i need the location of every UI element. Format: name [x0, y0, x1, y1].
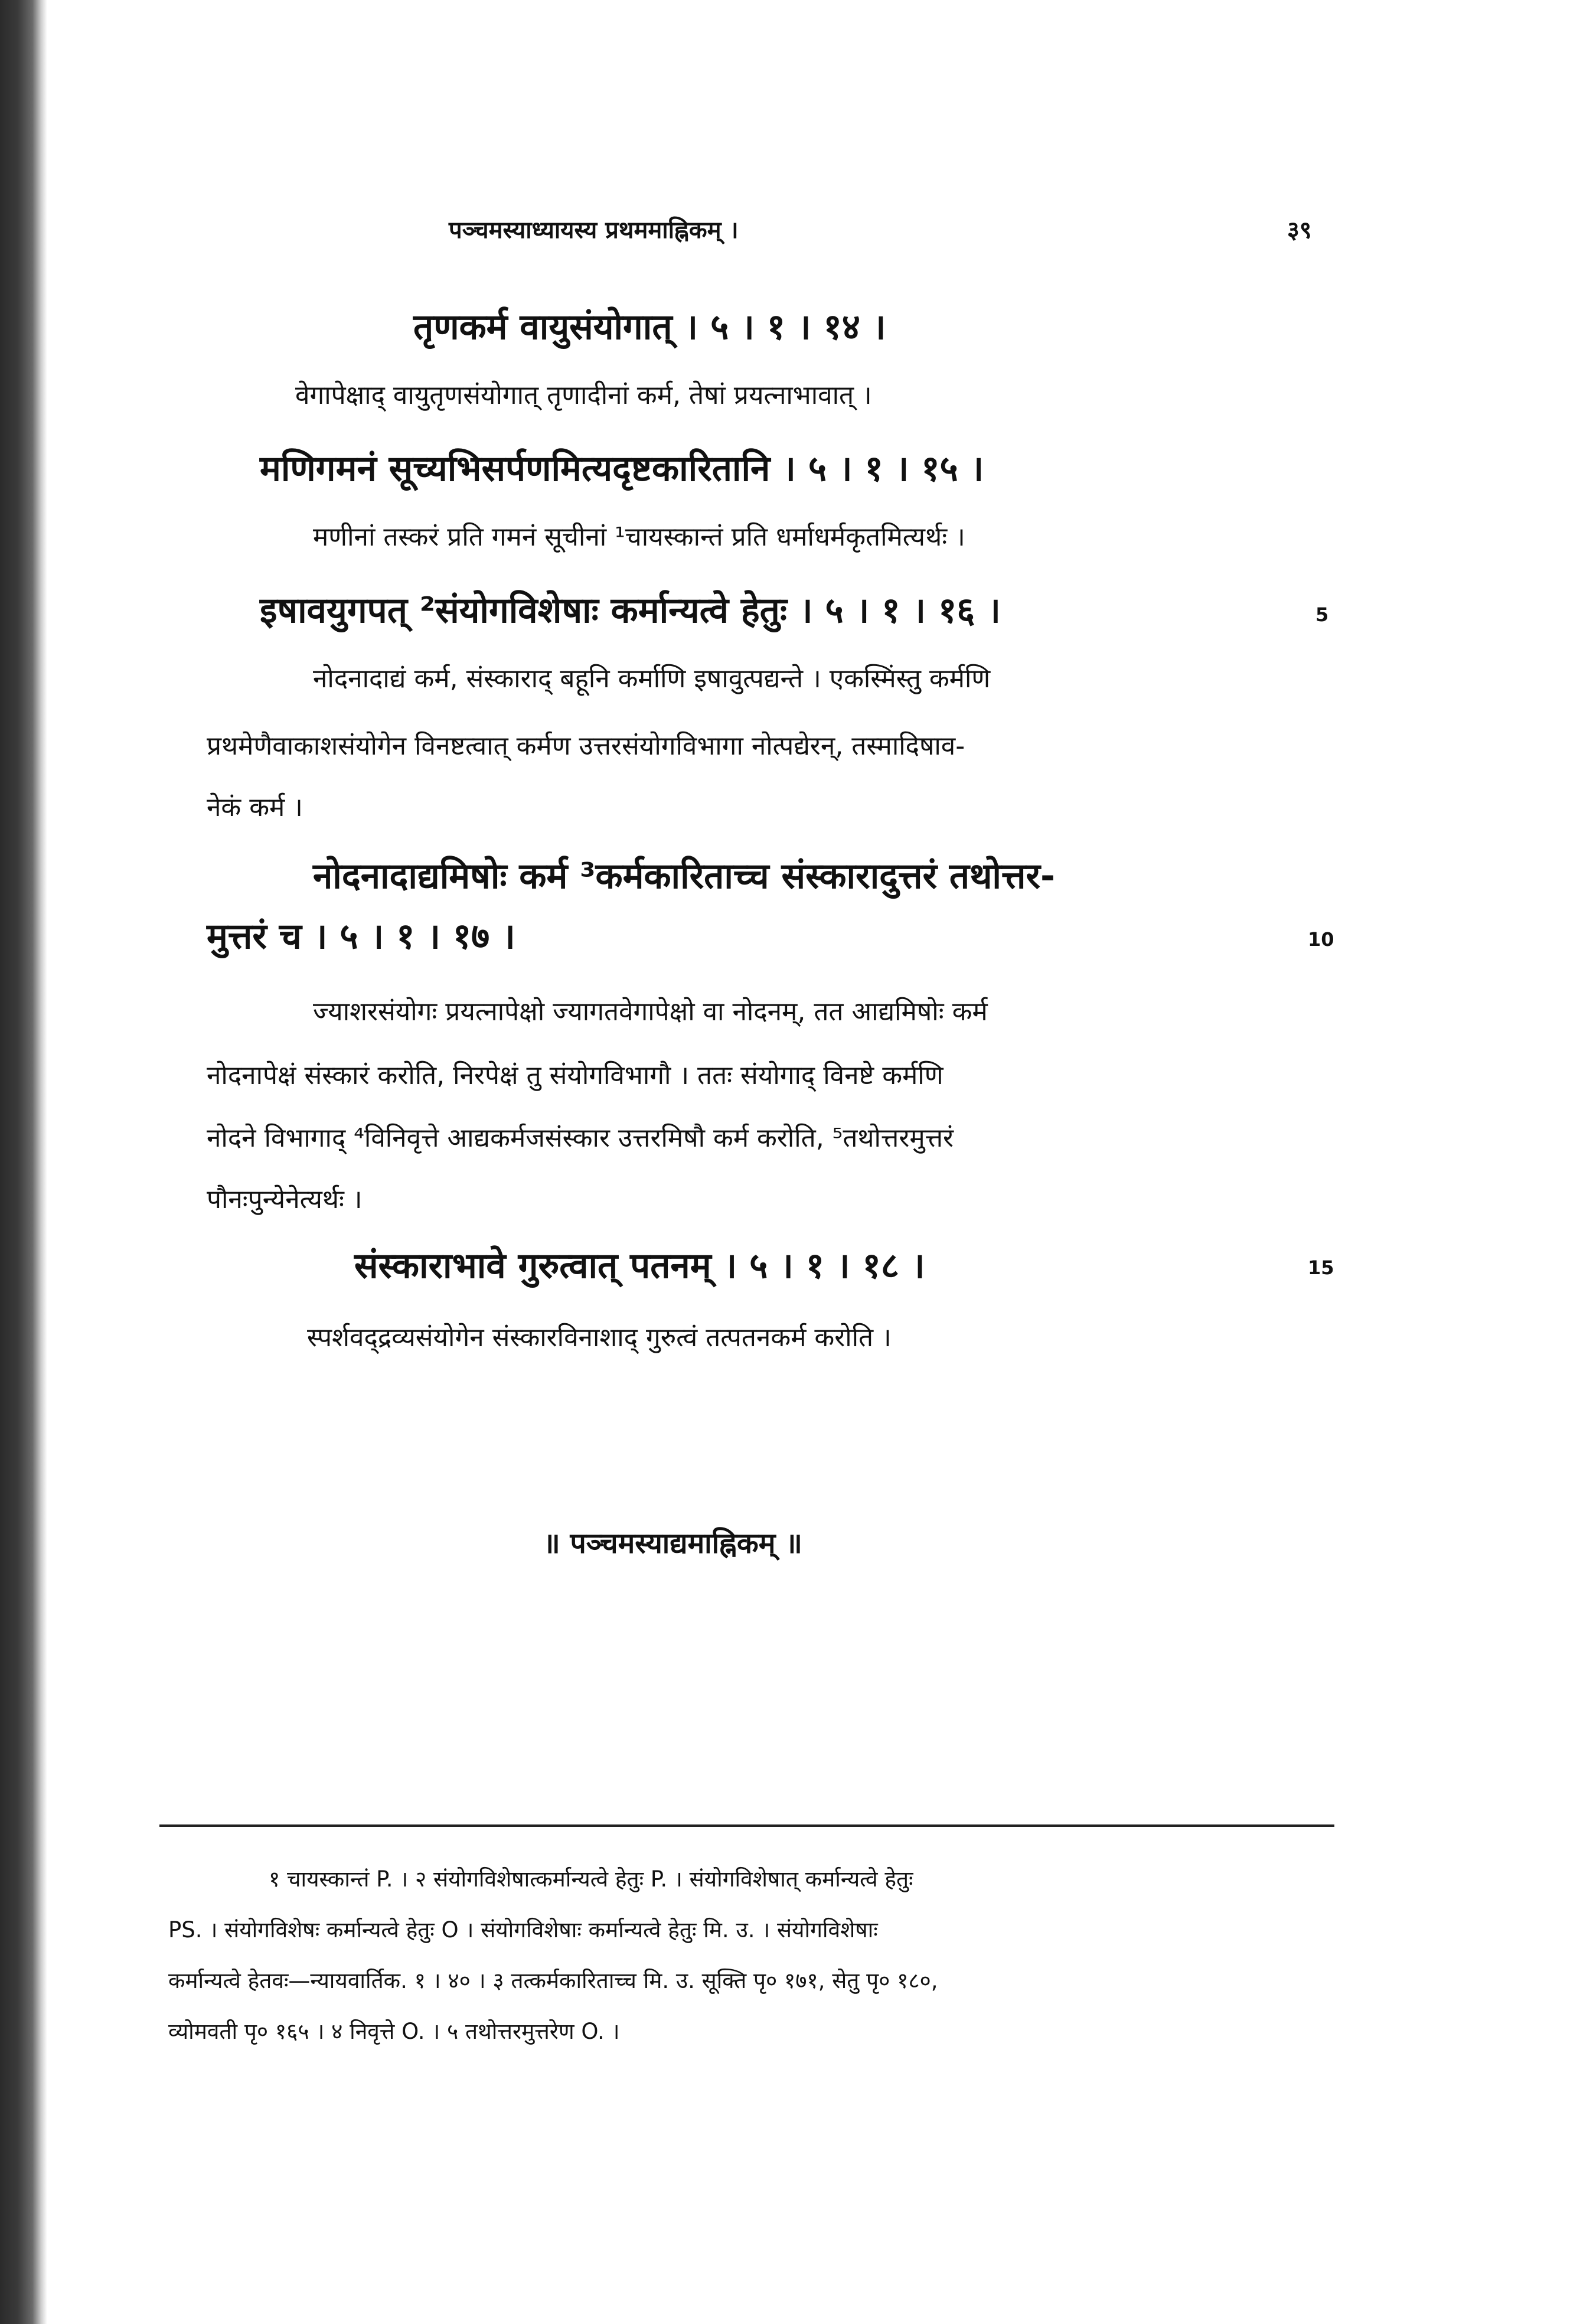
- footnote-line-1: १ चायस्कान्तं P. । २ संयोगविशेषात्कर्मान्यत्वे हेतुः P. । संयोगविशेषात् कर्मान्यत्वे हेतुः: [269, 1866, 913, 1892]
- sutra-15: मणिगमनं सूच्यभिसर्पणमित्यदृष्टकारितानि । ५ । १ । १५ ।: [260, 448, 984, 489]
- commentary-16-line-2: प्रथमेणैवाकाशसंयोगेन विनष्टत्वात् कर्मण उत्तरसंयोगविभागा नोत्पद्येरन्, तस्मादिषाव-: [207, 731, 965, 761]
- sutra-17-line-2: मुत्तरं च । ५ । १ । १७ ।: [207, 916, 515, 957]
- sutra-14: तृणकर्म वायुसंयोगात् । ५ । १ । १४ ।: [413, 306, 886, 348]
- footnote-line-2: PS. । संयोगविशेषः कर्मान्यत्वे हेतुः O । संयोगविशेषाः कर्मान्यत्वे हेतुः मि. उ. । संयोगविशेषाः: [168, 1917, 878, 1943]
- commentary-18-line-1: स्पर्शवद्द्रव्यसंयोगेन संस्कारविनाशाद् गुरुत्वं तत्पतनकर्म करोति ।: [307, 1323, 892, 1353]
- commentary-14-line-1: वेगापेक्षाद् वायुतृणसंयोगात् तृणादीनां कर्म, तेषां प्रयत्नाभावात् ।: [295, 380, 872, 410]
- margin-line-number-10: 10: [1308, 928, 1334, 951]
- footnote-line-4: व्योमवती पृ० १६५ । ४ निवृत्ते O. । ५ तथोत्तरमुत्तरेण O. ।: [168, 2019, 620, 2044]
- commentary-15-line-1: मणीनां तस्करं प्रति गमनं सूचीनां ¹चायस्कान्तं प्रति धर्माधर्मकृतमित्यर्थः ।: [313, 522, 965, 552]
- commentary-17-line-1: ज्याशरसंयोगः प्रयत्नापेक्षो ज्यागतवेगापेक्षो वा नोदनम्, तत आद्यमिषोः कर्म: [313, 997, 988, 1027]
- commentary-17-line-2: नोदनापेक्षं संस्कारं करोति, निरपेक्षं तु संयोगविभागौ । ततः संयोगाद् विनष्टे कर्मणि: [207, 1060, 944, 1091]
- commentary-17-line-3: नोदने विभागाद् ⁴विनिवृत्ते आद्यकर्मजसंस्कार उत्तरमिषौ कर्म करोति, ⁵तथोत्तरमुत्तरं: [207, 1123, 954, 1153]
- sutra-18: संस्काराभावे गुरुत्वात् पतनम् । ५ । १ । १८ ।: [354, 1245, 925, 1287]
- footnote-line-3: कर्मान्यत्वे हेतवः—न्यायवार्तिक. १ । ४० । ३ तत्कर्मकारिताच्च मि. उ. सूक्ति पृ० १७१, सेतु पृ० १८०,: [168, 1968, 938, 1993]
- commentary-16-line-3: नेकं कर्म ।: [207, 792, 303, 822]
- running-head: पञ्चमस्याध्यायस्य प्रथममाह्निकम् ।: [449, 217, 739, 244]
- chapter-colophon: ॥ पञ्चमस्याद्यमाह्निकम् ॥: [543, 1527, 802, 1560]
- sutra-17-line-1: नोदनादाद्यमिषोः कर्म ³कर्मकारिताच्च संस्कारादुत्तरं तथोत्तर-: [313, 856, 1055, 897]
- book-spine-shadow: [0, 0, 47, 2324]
- footnotes: [168, 1854, 1334, 2057]
- sutra-16: इषावयुगपत् ²संयोगविशेषाः कर्मान्यत्वे हेतुः । ५ । १ । १६ ।: [260, 590, 1001, 631]
- commentary-16-line-1: नोदनादाद्यं कर्म, संस्काराद् बहूनि कर्माणि इषावुत्पद्यन्ते । एकस्मिंस्तु कर्मणि: [313, 664, 991, 694]
- margin-line-number-5: 5: [1315, 603, 1329, 626]
- margin-line-number-15: 15: [1308, 1256, 1334, 1279]
- footnote-rule: [159, 1824, 1334, 1827]
- page-number: ३९: [1287, 217, 1312, 244]
- commentary-17-line-4: पौनःपुन्येनेत्यर्थः ।: [207, 1184, 363, 1215]
